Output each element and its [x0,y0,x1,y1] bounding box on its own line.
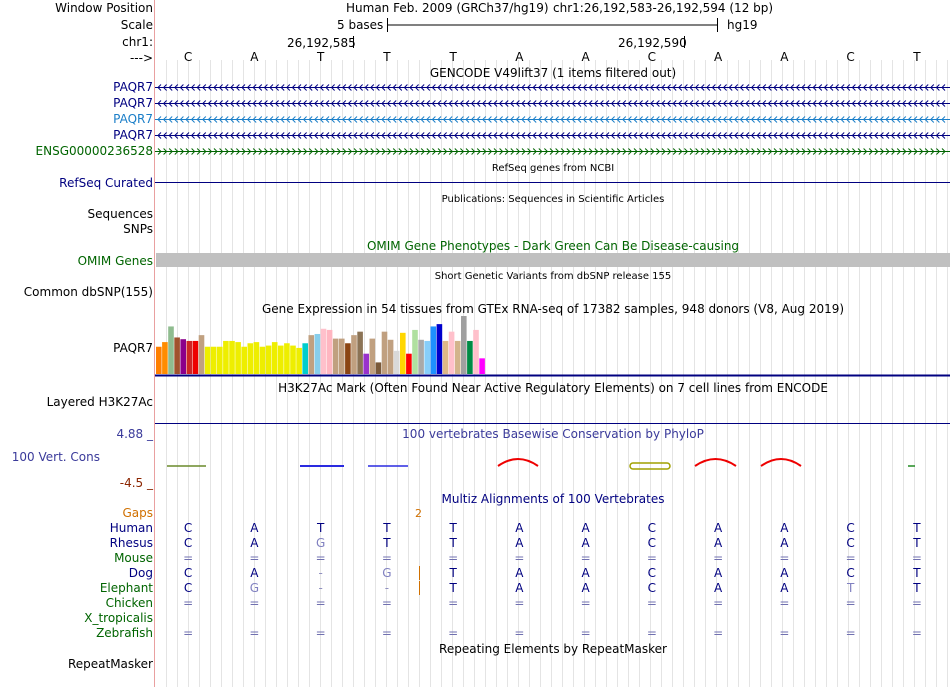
ruler-base: A [780,50,789,64]
gtex-gene-label[interactable]: PAQR7 [113,341,153,355]
gtex-bar [229,341,235,374]
refseq-curated-label[interactable]: RefSeq Curated [59,176,153,190]
phylop-peak [761,459,801,466]
alignment-base: C [647,521,657,535]
gtex-bar [424,341,430,374]
species-label[interactable]: Elephant [99,581,153,595]
gtex-bar [156,347,162,374]
ruler-base: A [515,50,524,64]
strand-arrow-label: ---> [129,51,153,65]
alignment-base: = [911,551,922,565]
phylop-max-label: 4.88 _ [116,427,153,441]
alignment-base: C [647,536,657,550]
alignment-base: = [580,596,591,610]
gtex-bar [382,332,388,374]
alignment-base: = [845,551,856,565]
phylop-track-title[interactable]: 100 vertebrates Basewise Conservation by PhyloP [402,427,704,441]
ruler-tick-label-1: 26,192,585 [287,36,356,50]
alignment-base: A [714,581,723,595]
alignment-base: G [382,566,392,580]
alignment-base: T [316,521,325,535]
alignment-base: = [646,626,657,640]
species-label[interactable]: Dog [128,566,153,580]
common-dbsnp-label[interactable]: Common dbSNP(155) [23,285,153,299]
ruler-base: A [581,50,590,64]
species-label[interactable]: Mouse [114,551,153,565]
alignment-base: = [514,626,525,640]
gtex-bar [449,332,455,374]
gtex-bar [290,346,296,374]
alignment-base: = [315,626,326,640]
gtex-bar [406,354,412,374]
alignment-base: C [846,536,855,550]
gtex-bar [211,347,217,374]
gtex-bar [363,354,369,374]
gtex-bar [388,340,394,374]
gtex-bar [235,342,241,374]
scale-label: Scale [120,18,153,32]
chr-label: chr1: [122,35,153,49]
alignment-base: C [647,581,657,595]
alignment-base: = [713,596,724,610]
alignment-base: A [581,521,590,535]
gencode-track-title[interactable]: GENCODE V49lift37 (1 items filtered out) [429,66,677,80]
gtex-bar [266,346,272,374]
ruler-base: A [250,50,259,64]
omim-bar [156,253,950,267]
ruler-base: T [383,50,391,64]
omim-track-title[interactable]: OMIM Gene Phenotypes - Dark Green Can Be Disease-causing [366,239,740,253]
ruler-base: A [714,50,723,64]
species-label[interactable]: Rhesus [109,536,153,550]
alignment-base: = [448,596,459,610]
alignment-base: T [383,521,391,535]
gtex-bar [370,339,376,374]
alignment-base: T [913,566,921,580]
alignment-base: = [779,551,790,565]
dbsnp-track-title[interactable]: Short Genetic Variants from dbSNP release 155 [434,271,672,282]
alignment-base: C [183,581,193,595]
gtex-bar [180,339,186,374]
gtex-bar [473,330,479,374]
alignment-base: T [383,536,391,550]
gtex-bar [376,362,382,374]
assembly-name: Human Feb. 2009 (GRCh37/hg19) [346,1,549,15]
alignment-base: C [647,566,657,580]
alignment-base: A [714,536,723,550]
alignment-base: = [514,596,525,610]
gencode-track-label[interactable]: PAQR7 [113,128,153,142]
alignment-base: C [846,521,855,535]
alignment-base: = [580,626,591,640]
alignment-base: T [846,581,855,595]
alignment-base: A [250,566,259,580]
ruler-base: C [846,50,855,64]
alignment-base: = [249,626,260,640]
alignment-base: - [318,566,323,580]
species-label[interactable]: X_tropicalis [84,611,153,625]
gtex-bar [327,330,333,374]
alignment-base: = [183,551,194,565]
phylop-min-label: -4.5 _ [119,476,153,490]
gaps-label: Gaps [122,506,153,520]
ruler-base: C [183,50,193,64]
alignment-base: = [713,626,724,640]
gtex-bar [302,343,308,374]
alignment-base: A [515,566,524,580]
window-position-value[interactable]: chr1:26,192,583-26,192,594 (12 bp) [553,1,774,15]
refseq-track-title[interactable]: RefSeq genes from NCBI [491,163,615,174]
gtex-bar [309,335,315,374]
gtex-bar [437,324,443,374]
gtex-bar [205,347,211,374]
alignment-base: = [249,596,260,610]
gtex-bar [467,341,473,374]
gtex-bar [168,326,174,374]
alignment-base: T [913,581,921,595]
ruler-base: T [316,50,325,64]
alignment-base: C [183,521,193,535]
alignment-base: = [315,596,326,610]
alignment-base: = [845,626,856,640]
repeatmasker-label[interactable]: RepeatMasker [67,657,153,671]
gtex-bar [394,351,400,374]
h3k27ac-track-title[interactable]: H3K27Ac Mark (Often Found Near Active Regulatory Elements) on 7 cell lines from ENCODE [278,381,828,395]
gtex-bar [345,343,351,374]
gtex-bar [241,347,247,374]
alignment-base: = [911,626,922,640]
alignment-base: G [249,581,260,595]
alignment-base: A [250,521,259,535]
alignment-base: = [713,551,724,565]
alignment-base: = [183,626,194,640]
gtex-bar [431,326,437,374]
alignment-base: A [581,536,590,550]
phylop-track-label[interactable]: 100 Vert. Cons [11,450,100,464]
gtex-track-title[interactable]: Gene Expression in 54 tissues from GTEx RNA-seq of 17382 samples, 948 donors (V8, Aug 2019) [261,302,845,316]
gencode-track-label[interactable]: PAQR7 [113,80,153,94]
gtex-bar [248,343,254,374]
alignment-base: = [448,551,459,565]
phylop-peak [695,459,736,466]
alignment-base: T [449,536,457,550]
window-position-label: Window Position [55,1,153,15]
gtex-bar [284,343,290,374]
gtex-bar [174,337,180,374]
gtex-bar [162,342,168,374]
alignment-base: A [250,536,259,550]
alignment-base: C [846,566,855,580]
gtex-bar [315,334,321,374]
alignment-base: T [913,536,921,550]
gtex-bar [321,329,327,374]
alignment-base: T [449,521,457,535]
alignment-base: - [384,581,390,595]
gtex-bar [351,335,357,374]
alignment-base: = [580,551,591,565]
gtex-bar [223,341,229,374]
alignment-base: A [581,566,590,580]
gtex-bar [272,342,278,374]
gtex-bar [278,346,284,374]
db-name: hg19 [727,18,758,32]
repeatmasker-track-title[interactable]: Repeating Elements by RepeatMasker [439,642,667,656]
gtex-bar [479,358,485,374]
alignment-base: = [315,551,326,565]
alignment-base: A [714,521,723,535]
alignment-base: T [913,521,921,535]
sequences-label[interactable]: Sequences [87,207,153,221]
layered-h3k27ac-label[interactable]: Layered H3K27Ac [46,395,153,409]
ruler-base: C [647,50,657,64]
alignment-base: = [381,551,392,565]
species-label[interactable]: Chicken [105,596,153,610]
gtex-bar [357,332,363,374]
gtex-bar [461,316,467,374]
gtex-bar [199,335,205,374]
alignment-base: = [183,596,194,610]
alignment-base: A [780,521,789,535]
alignment-base: - [318,581,323,595]
gtex-bar [333,339,339,374]
alignment-base: = [448,626,459,640]
gtex-bar [412,330,418,374]
gtex-bar [260,347,266,374]
alignment-base: A [515,536,524,550]
alignment-base: = [381,626,392,640]
alignment-base: A [780,566,789,580]
gaps-value: 2 [415,507,422,520]
alignment-base: G [315,536,326,550]
species-label[interactable]: Zebrafish [96,626,153,640]
gencode-track-label[interactable]: PAQR7 [113,112,153,126]
alignment-base: T [449,581,457,595]
scale-text: 5 bases [337,18,384,32]
publications-track-title[interactable]: Publications: Sequences in Scientific Articles [441,194,665,205]
alignment-base: = [646,551,657,565]
alignment-base: A [581,581,590,595]
gtex-bar [339,339,345,374]
ruler-tick-label-2: 26,192,590 [618,36,687,50]
gencode-track-label[interactable]: PAQR7 [113,96,153,110]
gencode-track-label[interactable]: ENSG00000236528 [35,144,153,158]
alignment-base: = [845,596,856,610]
alignment-base: = [779,626,790,640]
alignment-base: T [449,566,457,580]
alignment-base: = [249,551,260,565]
multiz-track-title[interactable]: Multiz Alignments of 100 Vertebrates [441,492,665,506]
alignment-base: A [780,536,789,550]
alignment-base: = [646,596,657,610]
alignment-base: = [911,596,922,610]
gtex-bar [217,347,223,374]
alignment-base: = [381,596,392,610]
gtex-bar [455,341,461,374]
gtex-bar [296,348,302,374]
alignment-base: C [183,566,193,580]
gtex-bar [187,341,193,374]
alignment-base: C [183,536,193,550]
ruler-base: T [449,50,457,64]
ruler-base: T [913,50,921,64]
alignment-base: A [780,581,789,595]
alignment-base: = [779,596,790,610]
species-label[interactable]: Human [109,521,153,535]
alignment-base: A [515,581,524,595]
gtex-bar [443,341,449,374]
alignment-base: A [714,566,723,580]
alignment-base: = [514,551,525,565]
snps-label[interactable]: SNPs [123,222,153,236]
gtex-bar [418,340,424,374]
alignment-base: A [515,521,524,535]
omim-genes-label[interactable]: OMIM Genes [77,254,153,268]
gtex-bar [193,341,199,374]
gtex-bar [254,342,260,374]
gtex-bar [400,333,406,374]
